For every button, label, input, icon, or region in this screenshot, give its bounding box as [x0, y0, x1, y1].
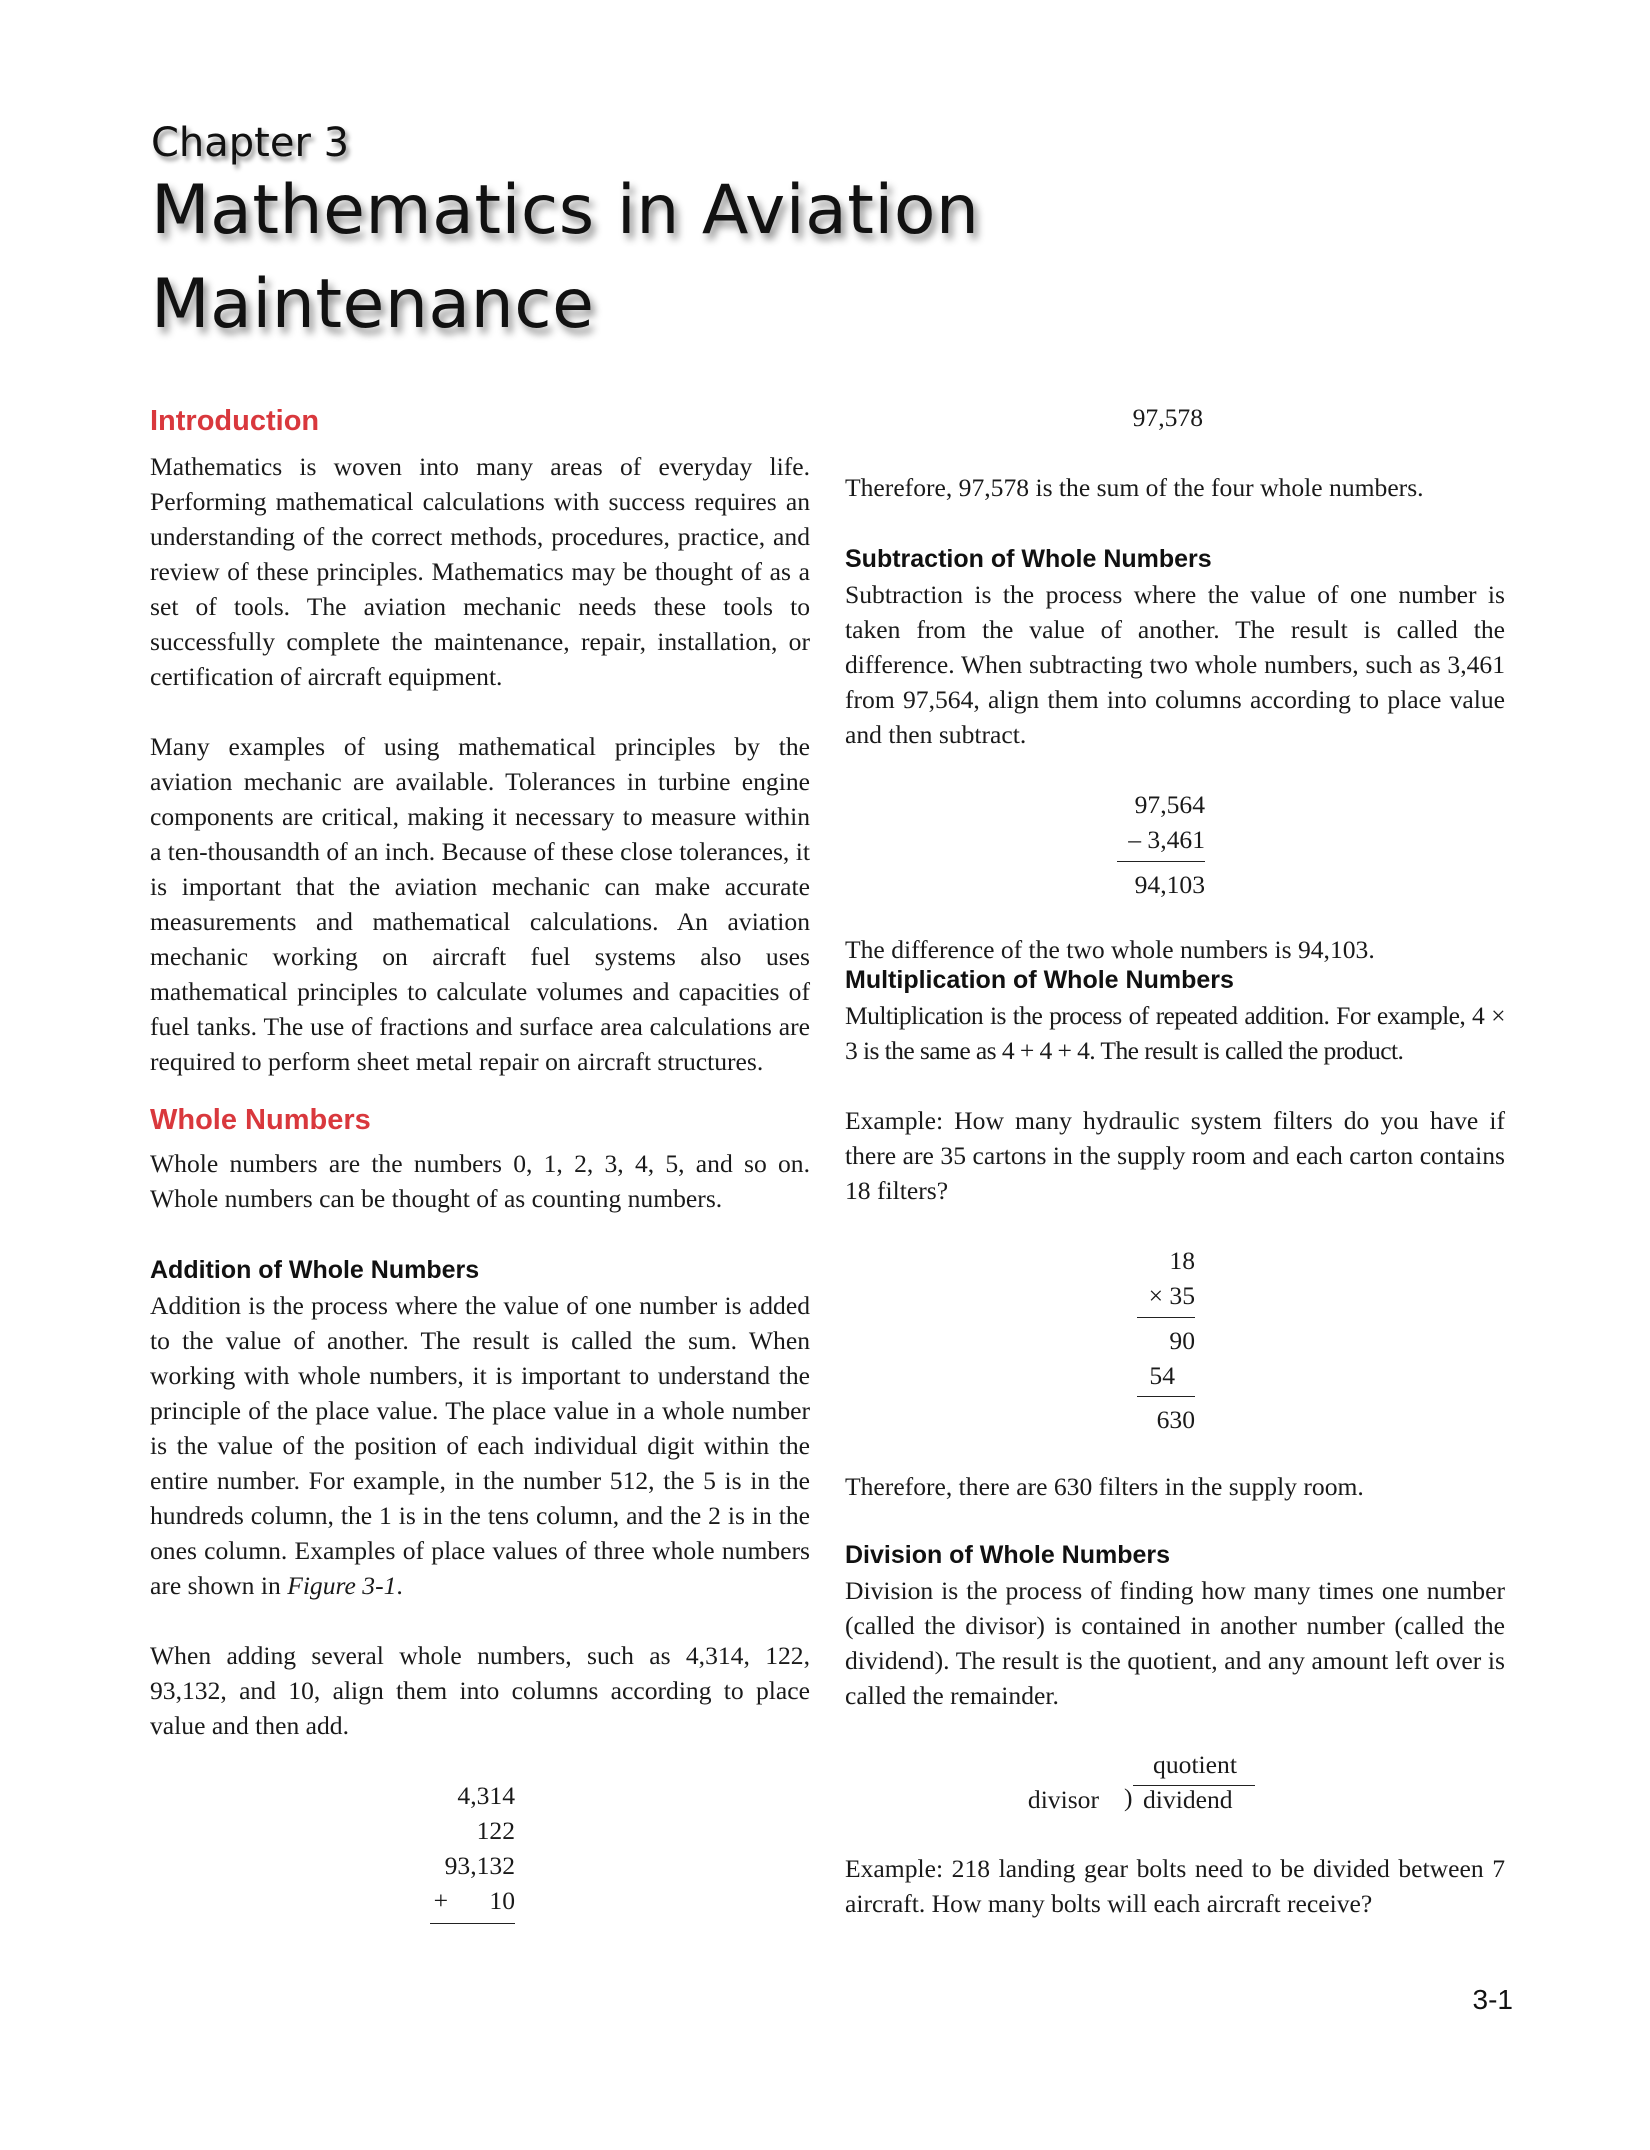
introduction-heading: Introduction	[150, 405, 320, 437]
introduction-paragraph-2: Many examples of using mathematical principles by the aviation mechanic are available. Tolerances in turbine engine components are critical, making it necessary to measure within a ten-thousandth of an inch. Because of these close tolerances, it is important that the aviation mechanic can make accurate measurements and mathematical calculations. An aviation mechanic working on aircraft fuel systems also uses mathematical principles to calculate volumes and capacities of fuel tanks. The use of fractions and surface area calculations are required to perform sheet metal repair on aircraft structures.	[150, 732, 810, 1076]
whole-numbers-heading: Whole Numbers	[150, 1104, 371, 1136]
multiplication-paragraph-1: Multiplication is the process of repeated addition. For example, 4 × 3 is the same as 4 + 4 + 4. The result is called the product.	[845, 1001, 1505, 1065]
dividend-label: dividend	[1143, 1785, 1233, 1814]
division-example-paragraph: Example: 218 landing gear bolts need to be divided between 7 aircraft. How many bolts will each aircraft receive?	[845, 1854, 1505, 1918]
chapter-header	[151, 118, 980, 352]
subtraction-heading: Subtraction of Whole Numbers	[845, 545, 1212, 573]
introduction-paragraph-1: Mathematics is woven into many areas of everyday life. Performing mathematical calculations with success requires an understanding of the correct methods, procedures, practice, and review of these principles. Mathematics may be thought of as a set of tools. The aviation mechanic needs these tools to successfully complete the maintenance, repair, installation, or certification of aircraft equipment.	[150, 452, 810, 691]
partial-product-2: 54	[1149, 1361, 1175, 1390]
division-diagram	[845, 1747, 1505, 1817]
product-value: 630	[1156, 1405, 1195, 1434]
minuend: 97,564	[1134, 790, 1205, 819]
multiplier: × 35	[1148, 1281, 1195, 1310]
addend-2: 122	[476, 1816, 515, 1845]
addition-sum	[845, 400, 1203, 435]
addition-paragraph-2: When adding several whole numbers, such as 4,314, 122, 93,132, and 10, align them into columns according to place value and then add.	[150, 1641, 810, 1740]
chapter-label: Chapter 3	[151, 120, 350, 166]
multiplication-heading: Multiplication of Whole Numbers	[845, 966, 1234, 994]
plus-sign: +	[433, 1886, 448, 1915]
product-rule-1	[1137, 1317, 1195, 1318]
division-heading: Division of Whole Numbers	[845, 1541, 1171, 1569]
addend-3: 93,132	[444, 1851, 515, 1880]
multiplication-paragraph-2: Example: How many hydraulic system filters do you have if there are 35 cartons in the supply room and each carton contains 18 filters?	[845, 1106, 1505, 1205]
addend-1: 4,314	[457, 1781, 515, 1810]
whole-numbers-paragraph: Whole numbers are the numbers 0, 1, 2, 3, 4, 5, and so on. Whole numbers can be thought of as counting numbers.	[150, 1149, 810, 1213]
divisor-label: divisor	[1027, 1785, 1099, 1814]
subtraction-paragraph: Subtraction is the process where the value of one number is taken from the value of another. The result is called the difference. When subtracting two whole numbers, such as 3,461 from 97,564, align them into columns according to place value and then subtract.	[845, 580, 1505, 749]
chapter-title	[151, 164, 980, 352]
difference-rule	[1117, 861, 1205, 862]
right-column	[845, 396, 1505, 1921]
addition-conclusion: Therefore, 97,578 is the sum of the four whole numbers.	[845, 473, 1424, 502]
quotient-label: quotient	[1153, 1750, 1237, 1779]
division-bracket: )	[1124, 1783, 1133, 1812]
chapter-title-line-2: Maintenance	[151, 265, 595, 344]
partial-product-1: 90	[1169, 1326, 1195, 1355]
sum-rule	[430, 1923, 515, 1924]
addition-paragraph-1-end: .	[396, 1571, 403, 1600]
division-paragraph: Division is the process of finding how many times one number (called the divisor) is contained in another number (called the dividend). The result is the quotient, and any amount left over is called the remainder.	[845, 1576, 1505, 1710]
left-column	[150, 396, 810, 1924]
addition-paragraph-1	[150, 1288, 810, 1603]
difference-value: 94,103	[1134, 870, 1205, 899]
subtraction-conclusion: The difference of the two whole numbers is 94,103.	[845, 935, 1375, 964]
addend-4: 10	[489, 1886, 515, 1915]
addition-paragraph-1-text: Addition is the process where the value of one number is added to the value of another. The result is called the sum. When working with whole numbers, it is important to understand the principle of the place value. The place value in a whole number is the value of the position of each individual digit within the entire number. For example, in the number 512, the 5 is in the hundreds column, the 1 is in the tens column, and the 2 is in the ones column. Examples of place values of three whole numbers are shown in	[150, 1291, 810, 1600]
chapter-title-line-1: Mathematics in Aviation	[151, 171, 980, 250]
subtraction-example	[845, 787, 1205, 902]
product-rule-2	[1137, 1396, 1195, 1397]
figure-reference-link[interactable]: Figure 3-1	[287, 1571, 397, 1600]
multiplication-example	[845, 1243, 1195, 1437]
subtrahend: – 3,461	[1128, 825, 1205, 854]
multiplication-conclusion: Therefore, there are 630 filters in the supply room.	[845, 1472, 1364, 1501]
addition-heading: Addition of Whole Numbers	[150, 1256, 480, 1284]
sum-value: 97,578	[1132, 403, 1203, 432]
multiplicand: 18	[1169, 1246, 1195, 1275]
addition-example	[150, 1778, 515, 1924]
page-number: 3-1	[1472, 1984, 1513, 2015]
